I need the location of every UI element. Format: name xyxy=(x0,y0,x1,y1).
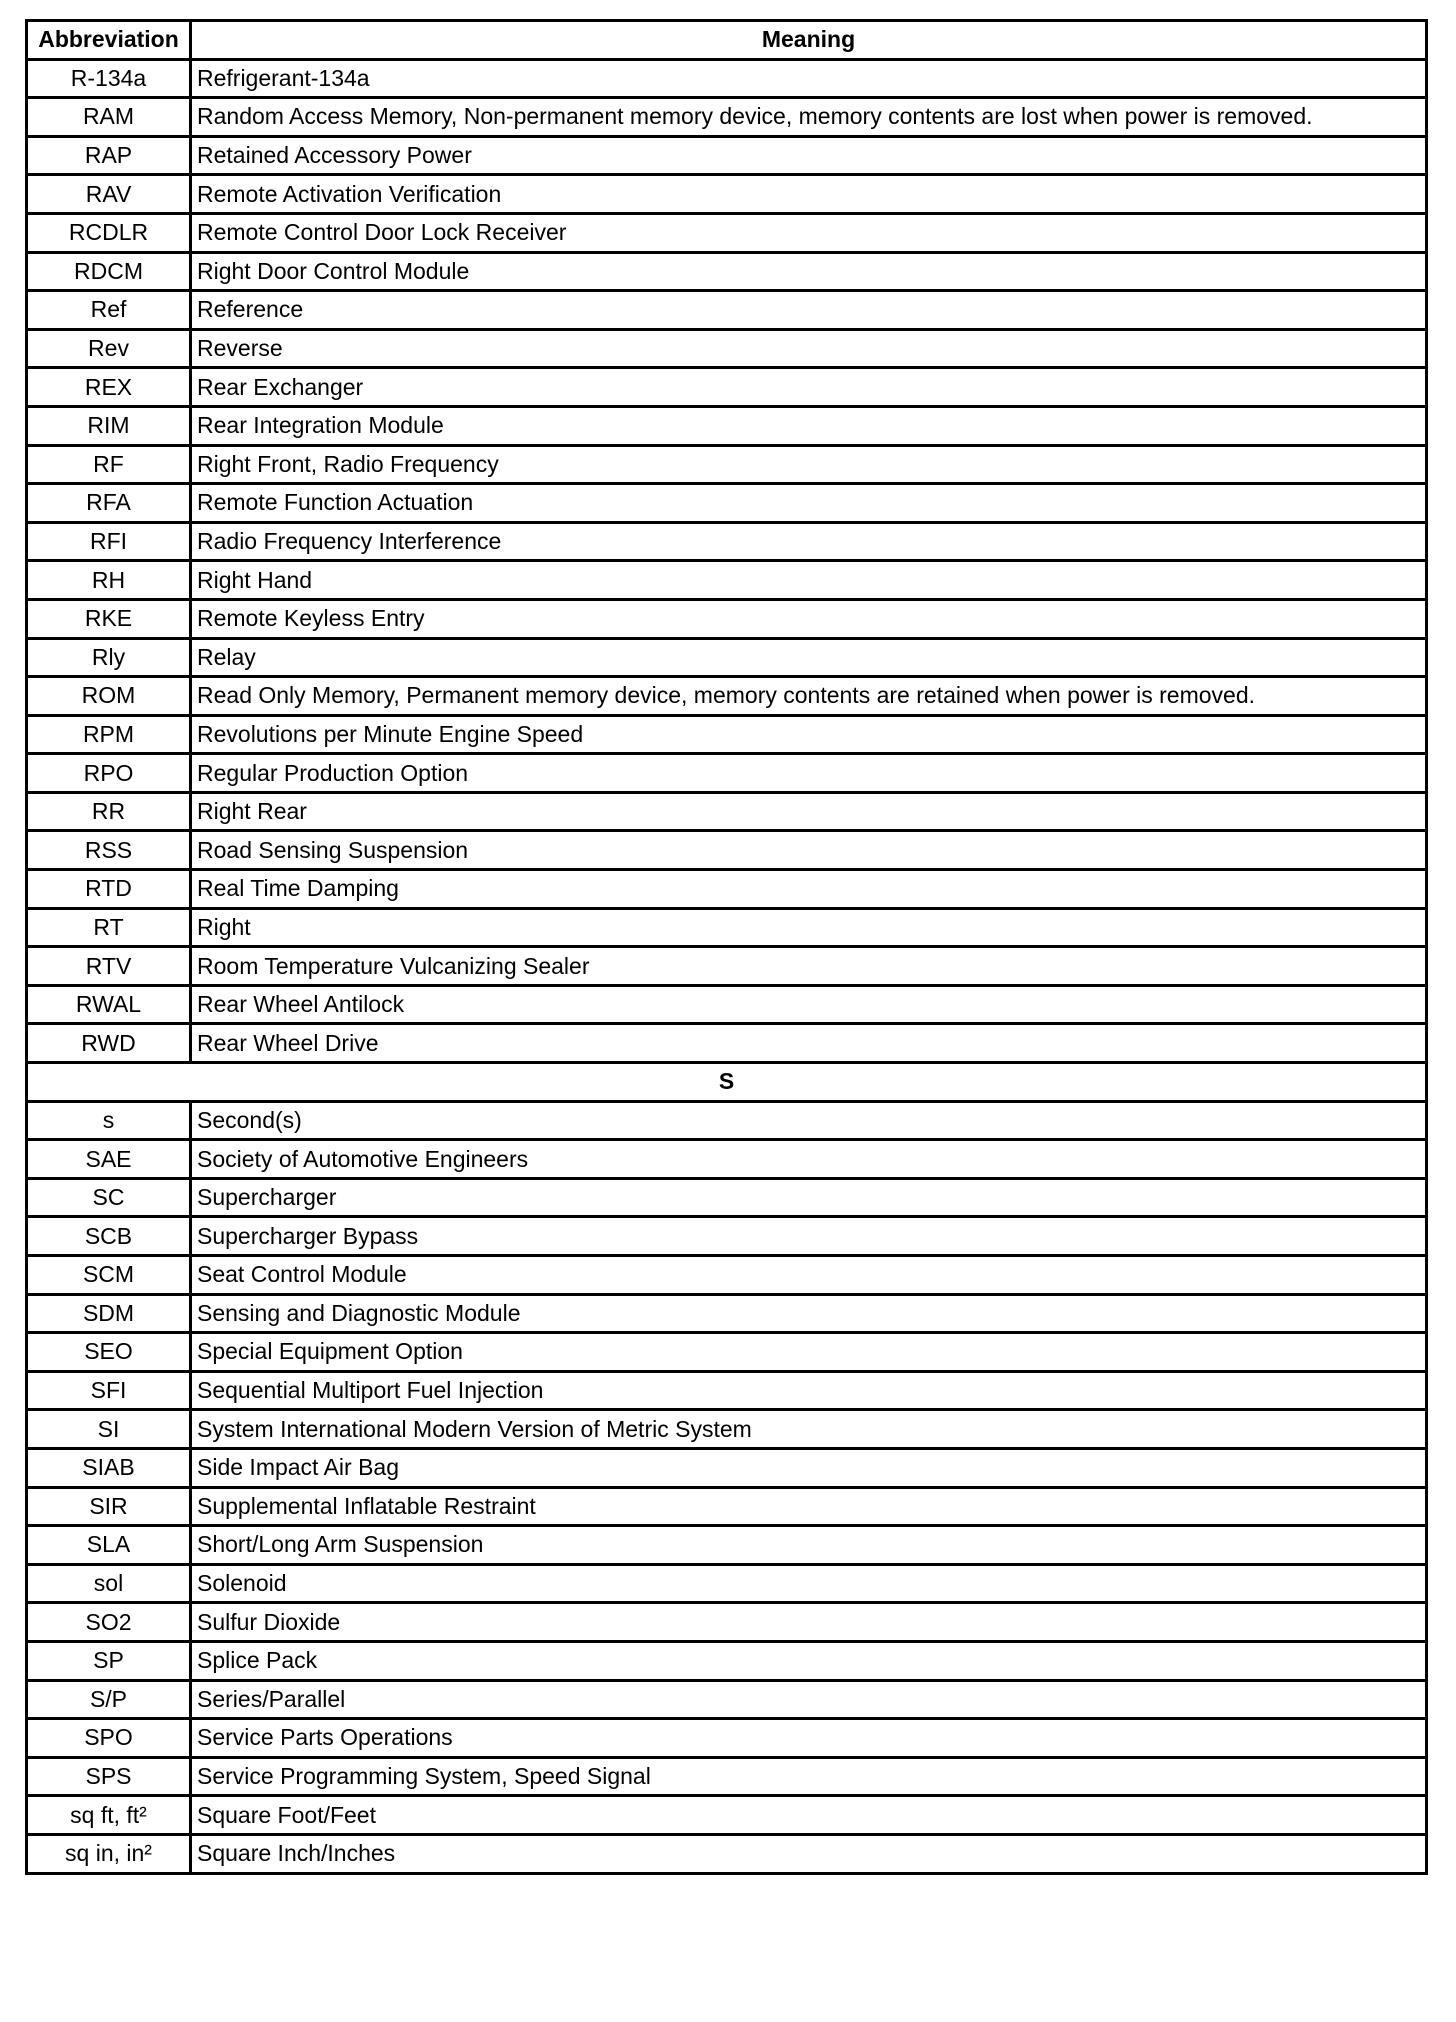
table-row xyxy=(27,1410,1427,1449)
table-row xyxy=(27,1757,1427,1796)
abbreviation-cell: RT xyxy=(27,908,191,947)
abbreviation-cell: RKE xyxy=(27,599,191,638)
table-row xyxy=(27,1294,1427,1333)
abbreviation-cell: SFI xyxy=(27,1371,191,1410)
table-row xyxy=(27,1526,1427,1565)
abbreviation-table xyxy=(25,19,1428,1875)
table-row xyxy=(27,522,1427,561)
abbreviation-cell: RTD xyxy=(27,870,191,909)
abbreviation-cell: RIM xyxy=(27,406,191,445)
s-section-body xyxy=(27,1101,1427,1873)
meaning-cell: Side Impact Air Bag xyxy=(191,1448,1427,1487)
abbreviation-cell: REX xyxy=(27,368,191,407)
abbreviation-cell: RAV xyxy=(27,175,191,214)
table-row xyxy=(27,406,1427,445)
abbreviation-cell: SC xyxy=(27,1178,191,1217)
meaning-cell: Retained Accessory Power xyxy=(191,136,1427,175)
meaning-cell: Sensing and Diagnostic Module xyxy=(191,1294,1427,1333)
table-row xyxy=(27,1641,1427,1680)
abbreviation-cell: RDCM xyxy=(27,252,191,291)
meaning-cell: Revolutions per Minute Engine Speed xyxy=(191,715,1427,754)
table-row xyxy=(27,908,1427,947)
abbreviation-cell: sq in, in² xyxy=(27,1834,191,1873)
table-row xyxy=(27,213,1427,252)
table-row xyxy=(27,947,1427,986)
meaning-cell: Road Sensing Suspension xyxy=(191,831,1427,870)
table-row xyxy=(27,1333,1427,1372)
table-row xyxy=(27,870,1427,909)
meaning-cell: Refrigerant-134a xyxy=(191,59,1427,98)
meaning-cell: Short/Long Arm Suspension xyxy=(191,1526,1427,1565)
table-row xyxy=(27,1834,1427,1873)
meaning-cell: Reverse xyxy=(191,329,1427,368)
meaning-cell: Room Temperature Vulcanizing Sealer xyxy=(191,947,1427,986)
meaning-cell: Square Inch/Inches xyxy=(191,1834,1427,1873)
abbreviation-cell: SPS xyxy=(27,1757,191,1796)
abbreviation-cell: R-134a xyxy=(27,59,191,98)
meaning-cell: Square Foot/Feet xyxy=(191,1796,1427,1835)
abbreviation-cell: SIR xyxy=(27,1487,191,1526)
table-row xyxy=(27,445,1427,484)
abbreviation-cell: S/P xyxy=(27,1680,191,1719)
abbreviation-cell: SO2 xyxy=(27,1603,191,1642)
section-header-s: S xyxy=(27,1063,1427,1102)
table-row xyxy=(27,291,1427,330)
table-row xyxy=(27,715,1427,754)
table-row xyxy=(27,677,1427,716)
meaning-cell: Service Parts Operations xyxy=(191,1719,1427,1758)
meaning-cell: Right Door Control Module xyxy=(191,252,1427,291)
abbreviation-cell: SDM xyxy=(27,1294,191,1333)
header-row xyxy=(27,21,1427,60)
meaning-cell: Right Rear xyxy=(191,792,1427,831)
table-row xyxy=(27,329,1427,368)
abbreviation-cell: SIAB xyxy=(27,1448,191,1487)
abbreviation-cell: RWD xyxy=(27,1024,191,1063)
table-row xyxy=(27,1101,1427,1140)
table-row xyxy=(27,1564,1427,1603)
table-row xyxy=(27,252,1427,291)
meaning-cell: Remote Function Actuation xyxy=(191,484,1427,523)
meaning-cell: Rear Wheel Drive xyxy=(191,1024,1427,1063)
table-row xyxy=(27,1140,1427,1179)
abbreviation-cell: RAM xyxy=(27,98,191,137)
table-row xyxy=(27,368,1427,407)
meaning-cell: Rear Exchanger xyxy=(191,368,1427,407)
table-row xyxy=(27,1024,1427,1063)
meaning-column-header: Meaning xyxy=(191,21,1427,60)
table-row xyxy=(27,59,1427,98)
abbreviation-column-header: Abbreviation xyxy=(27,21,191,60)
meaning-cell: Splice Pack xyxy=(191,1641,1427,1680)
table-row xyxy=(27,136,1427,175)
meaning-cell: Remote Control Door Lock Receiver xyxy=(191,213,1427,252)
table-row xyxy=(27,561,1427,600)
abbreviation-cell: s xyxy=(27,1101,191,1140)
abbreviation-cell: Rev xyxy=(27,329,191,368)
meaning-cell: System International Modern Version of Metric System xyxy=(191,1410,1427,1449)
table-row xyxy=(27,1680,1427,1719)
abbreviation-cell: sol xyxy=(27,1564,191,1603)
table-row xyxy=(27,985,1427,1024)
meaning-cell: Reference xyxy=(191,291,1427,330)
meaning-cell: Remote Activation Verification xyxy=(191,175,1427,214)
meaning-cell: Real Time Damping xyxy=(191,870,1427,909)
abbreviation-cell: RFI xyxy=(27,522,191,561)
table-row xyxy=(27,1178,1427,1217)
meaning-cell: Sulfur Dioxide xyxy=(191,1603,1427,1642)
abbreviation-cell: RAP xyxy=(27,136,191,175)
table-row xyxy=(27,599,1427,638)
abbreviation-cell: Ref xyxy=(27,291,191,330)
abbreviation-cell: ROM xyxy=(27,677,191,716)
meaning-cell: Radio Frequency Interference xyxy=(191,522,1427,561)
abbreviation-cell: RPO xyxy=(27,754,191,793)
r-section-body xyxy=(27,59,1427,1062)
s-section-header-body xyxy=(27,1063,1427,1102)
meaning-cell: Remote Keyless Entry xyxy=(191,599,1427,638)
meaning-cell: Regular Production Option xyxy=(191,754,1427,793)
meaning-cell: Seat Control Module xyxy=(191,1256,1427,1295)
meaning-cell: Right Hand xyxy=(191,561,1427,600)
abbreviation-cell: SP xyxy=(27,1641,191,1680)
table-row xyxy=(27,1217,1427,1256)
abbreviation-cell: SCM xyxy=(27,1256,191,1295)
meaning-cell: Series/Parallel xyxy=(191,1680,1427,1719)
meaning-cell: Special Equipment Option xyxy=(191,1333,1427,1372)
table-row xyxy=(27,484,1427,523)
meaning-cell: Right Front, Radio Frequency xyxy=(191,445,1427,484)
meaning-cell: Random Access Memory, Non-permanent memory device, memory contents are lost when power is removed. xyxy=(191,98,1427,137)
abbreviation-cell: RR xyxy=(27,792,191,831)
abbreviation-cell: SPO xyxy=(27,1719,191,1758)
meaning-cell: Solenoid xyxy=(191,1564,1427,1603)
table-row xyxy=(27,1256,1427,1295)
abbreviation-cell: RH xyxy=(27,561,191,600)
abbreviation-cell: RFA xyxy=(27,484,191,523)
meaning-cell: Society of Automotive Engineers xyxy=(191,1140,1427,1179)
table-row xyxy=(27,1487,1427,1526)
abbreviation-cell: sq ft, ft² xyxy=(27,1796,191,1835)
table-row xyxy=(27,831,1427,870)
meaning-cell: Rear Wheel Antilock xyxy=(191,985,1427,1024)
section-header-row xyxy=(27,1063,1427,1102)
meaning-cell: Supplemental Inflatable Restraint xyxy=(191,1487,1427,1526)
table-row xyxy=(27,1371,1427,1410)
table-row xyxy=(27,98,1427,137)
table-row xyxy=(27,175,1427,214)
table-row xyxy=(27,1603,1427,1642)
abbreviation-cell: SEO xyxy=(27,1333,191,1372)
abbreviation-cell: Rly xyxy=(27,638,191,677)
meaning-cell: Read Only Memory, Permanent memory device, memory contents are retained when power is removed. xyxy=(191,677,1427,716)
abbreviation-cell: RPM xyxy=(27,715,191,754)
meaning-cell: Second(s) xyxy=(191,1101,1427,1140)
meaning-cell: Service Programming System, Speed Signal xyxy=(191,1757,1427,1796)
abbreviation-cell: RF xyxy=(27,445,191,484)
table-row xyxy=(27,1796,1427,1835)
abbreviation-cell: SI xyxy=(27,1410,191,1449)
table-row xyxy=(27,792,1427,831)
abbreviation-cell: SCB xyxy=(27,1217,191,1256)
table-row xyxy=(27,754,1427,793)
abbreviation-cell: RTV xyxy=(27,947,191,986)
meaning-cell: Supercharger xyxy=(191,1178,1427,1217)
meaning-cell: Supercharger Bypass xyxy=(191,1217,1427,1256)
abbreviation-cell: SLA xyxy=(27,1526,191,1565)
abbreviation-cell: RSS xyxy=(27,831,191,870)
meaning-cell: Right xyxy=(191,908,1427,947)
abbreviation-cell: RCDLR xyxy=(27,213,191,252)
meaning-cell: Relay xyxy=(191,638,1427,677)
meaning-cell: Sequential Multiport Fuel Injection xyxy=(191,1371,1427,1410)
meaning-cell: Rear Integration Module xyxy=(191,406,1427,445)
abbreviation-cell: SAE xyxy=(27,1140,191,1179)
abbreviation-cell: RWAL xyxy=(27,985,191,1024)
table-row xyxy=(27,638,1427,677)
table-row xyxy=(27,1448,1427,1487)
table-row xyxy=(27,1719,1427,1758)
